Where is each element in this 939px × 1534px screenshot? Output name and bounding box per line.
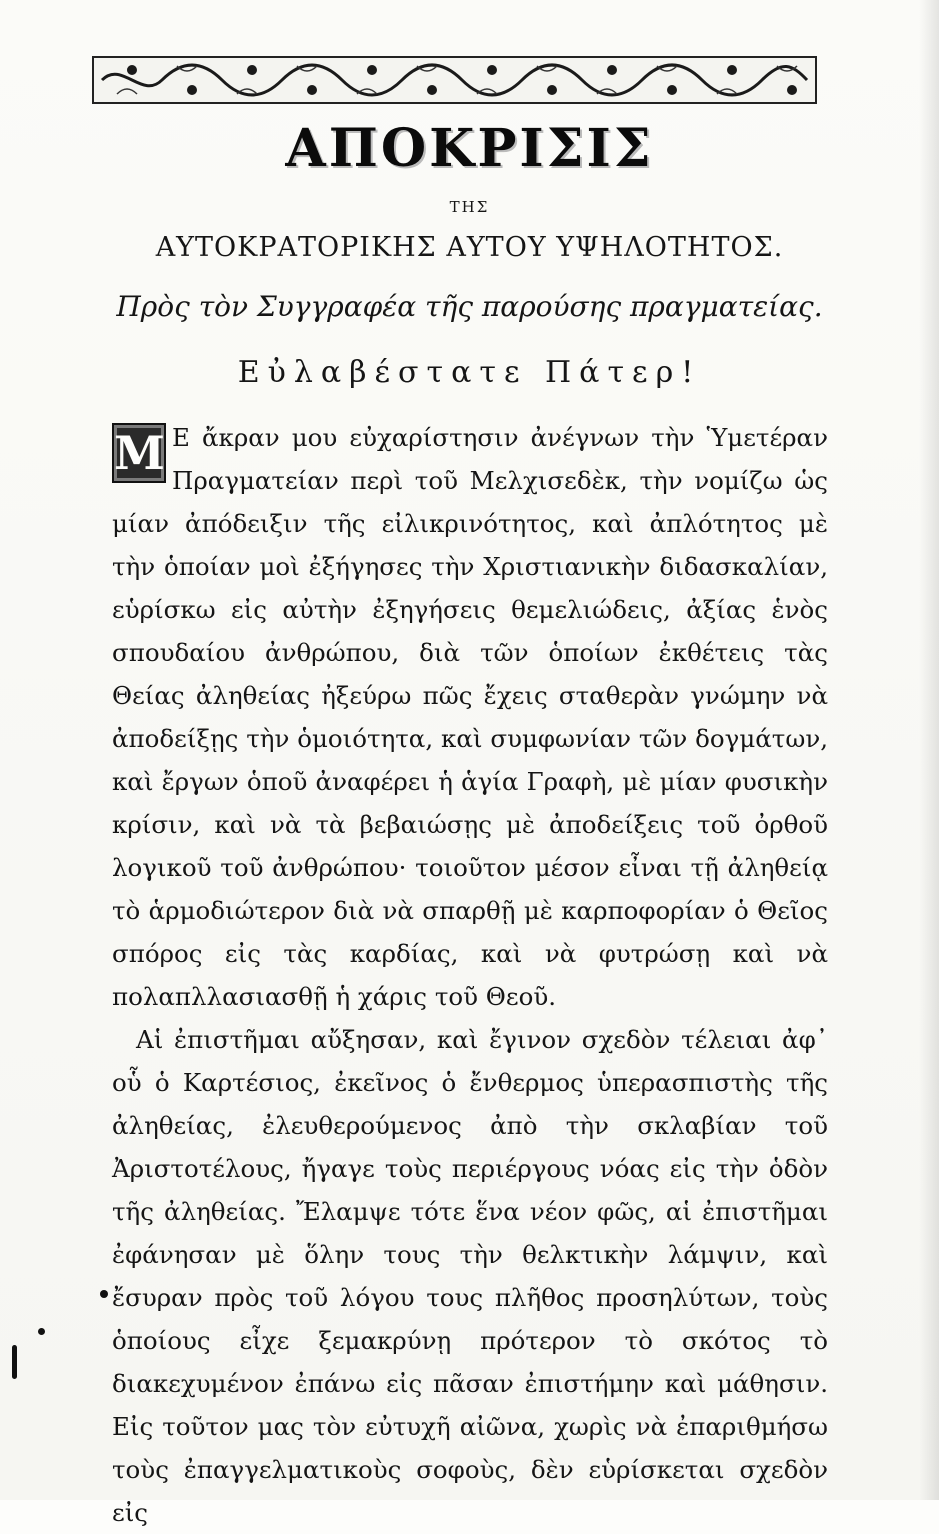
paragraph-2-text: Αἱ ἐπιστῆμαι αὔξησαν, καὶ ἔγινον σχεδὸν τέλειαι ἀφ᾽ οὗ ὁ Καρτέσιος, ἐκεῖνος ὁ ἔνθερμος ὑπερασπιστὴς τῆς ἀληθείας, ἐλευθερούμενος ἀπὸ τὴν σκλαβίαν τοῦ Ἀριστοτέλους, ἤγαγε τοὺς περιέργους νόας εἰς τὴν ὁδὸν τῆς ἀληθείας. Ἔλαμψε τότε ἕνα νέον φῶς, αἱ ἐπιστῆμαι ἐφάνησαν μὲ ὅλην τους τὴν θελκτικὴν λάμψιν, καὶ ἔσυραν πρὸς τοῦ λόγου τους πλῆθος προσηλύτων, τοὺς ὁποίους εἶχε ξεμακρύνῃ πρότερον τὸ σκότος τὸ διακεχυμένον ἐπάνω εἰς πᾶσαν ἐπιστήμην καὶ μάθησιν. Εἰς τοῦτον μας τὸν εὐτυχῆ αἰῶνα, χωρὶς νὰ ἐπαριθμήσω τοὺς ἐπαγγελματικοὺς σοφοὺς, δὲν εὑρίσκεται σχεδὸν εἰς	[112, 1025, 828, 1527]
page-subtitle: ΑΥΤΟΚΡΑΤΟΡΙΚΗΣ ΑΥΤΟΥ ΥΨΗΛΟΤΗΤΟΣ.	[155, 232, 784, 263]
decorative-headpiece	[92, 56, 817, 104]
paragraph-1	[112, 416, 828, 1018]
main-text	[112, 416, 828, 1534]
ink-speck	[100, 1290, 108, 1298]
paragraph-1-text: Ε ἄκραν μου εὐχαρίστησιν ἀνέγνων τὴν Ὑμετέραν Πραγματείαν περὶ τοῦ Μελχισεδὲκ, τὴν νομίζω ὡς μίαν ἀπόδειξιν τῆς εἰλικρινότητος, καὶ ἀπλότητος μὲ τὴν ὁποίαν μοὶ ἐξήγησες τὴν Χριστιανικὴν διδασκαλίαν, εὑρίσκω εἰς αὐτὴν ἐξηγήσεις θεμελιώδεις, ἀξίας ἑνὸς σπουδαίου ἀνθρώπου, διὰ τῶν ὁποίων ἐκθέτεις τὰς Θείας ἀληθείας ἠξεύρω πῶς ἔχεις σταθερὰν γνώμην νὰ ἀποδείξῃς τὴν ὁμοιότητα, καὶ συμφωνίαν τῶν δογμάτων, καὶ ἔργων ὁποῦ ἀναφέρει ἡ ἁγία Γραφὴ, μὲ μίαν φυσικὴν κρίσιν, καὶ νὰ τὰ βεβαιώσῃς μὲ ἀποδείξεις τοῦ ὀρθοῦ λογικοῦ τοῦ ἀνθρώπου· τοιοῦτον μέσον εἶναι τῇ ἀληθείᾳ τὸ ἁρμοδιώτερον διὰ νὰ σπαρθῇ μὲ καρποφορίαν ὁ Θεῖος σπόρος εἰς τὰς καρδίας, καὶ νὰ φυτρώσῃ καὶ νὰ πολαπλλασιασθῇ ἡ χάρις τοῦ Θεοῦ.	[112, 423, 828, 1011]
title-article: ΤΗΣ	[449, 198, 490, 216]
drop-cap-initial: Μ	[112, 423, 166, 483]
page-edge-shadow	[919, 0, 939, 1500]
ink-speck	[38, 1328, 45, 1335]
ink-speck	[12, 1345, 17, 1379]
salutation: Εὐλαβέστατε Πάτερ!	[237, 355, 702, 390]
dedication-line: Πρὸς τὸν Συγγραφέα τῆς παρούσης πραγματείας.	[116, 290, 823, 323]
paragraph-2	[112, 1018, 828, 1534]
page-title: ΑΠΟΚΡΙΣΙΣ	[285, 118, 654, 179]
